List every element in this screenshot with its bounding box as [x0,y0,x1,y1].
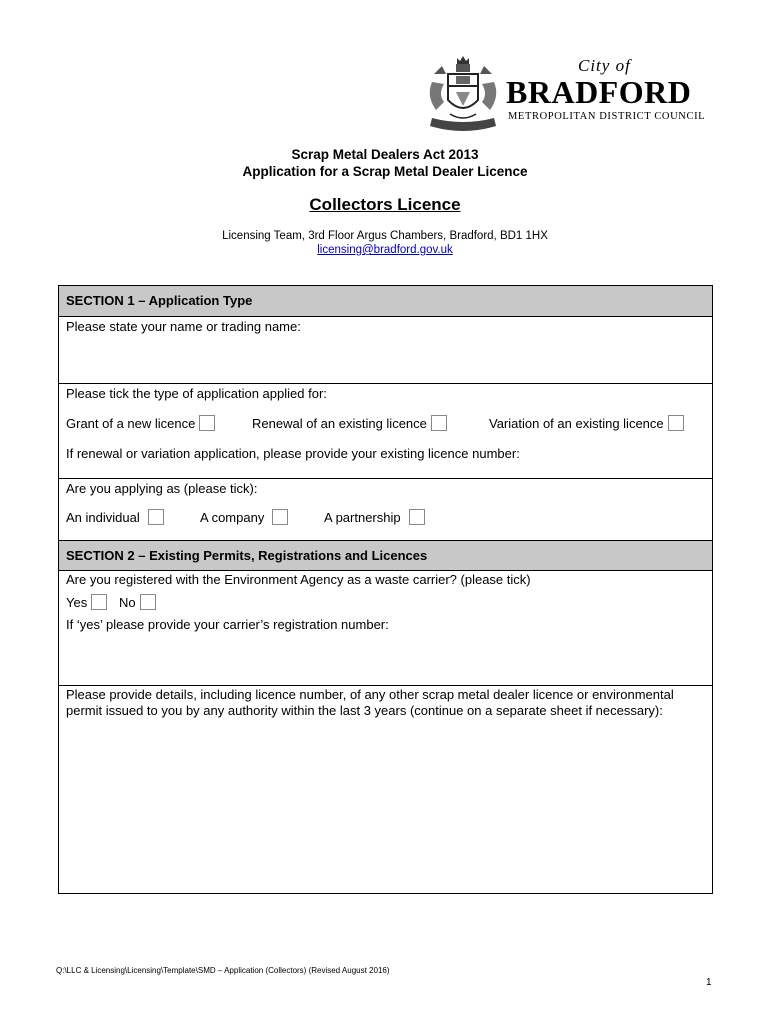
logo-bradford: BRADFORD [506,74,692,110]
no-label: No [119,595,136,610]
council-logo [422,52,722,132]
grant-label: Grant of a new licence [66,416,196,431]
application-title: Application for a Scrap Metal Dealer Licence [242,164,528,179]
company-label: A company [200,510,265,525]
grant-option[interactable] [66,415,215,431]
section2-header [59,541,712,571]
logo-city-of: City of [578,56,631,75]
other-licences-field[interactable] [59,686,712,893]
variation-label: Variation of an existing licence [489,416,664,431]
section1-header [59,286,712,317]
variation-option[interactable] [489,415,684,431]
section1-title: SECTION 1 – Application Type [66,293,253,308]
logo-council: METROPOLITAN DISTRICT COUNCIL [508,111,706,122]
partnership-option[interactable] [324,509,425,525]
email-link[interactable]: licensing@bradford.gov.uk [317,244,453,256]
renewal-checkbox[interactable] [431,415,447,431]
yes-label: Yes [66,595,88,610]
address-line: Licensing Team, 3rd Floor Argus Chambers, Bradford, BD1 1HX [222,230,548,242]
coat-of-arms-icon [422,52,504,132]
licence-type-title: Collectors Licence [309,195,461,214]
applying-prompt: Are you applying as (please tick): [66,481,258,496]
applicant-type-row [59,479,712,541]
application-type-row [59,384,712,479]
waste-carrier-row [59,571,712,686]
carrier-prompt: Are you registered with the Environment Agency as a waste carrier? (please tick) [66,572,531,587]
no-checkbox[interactable] [140,594,156,610]
details-prompt: Please provide details, including licence number, of any other scrap metal dealer licence or environmental permit issued to you by any authority within the last 3 years (continue on a separate sheet if necessary): [66,687,674,718]
no-option[interactable] [119,594,156,610]
renewal-label: Renewal of an existing licence [252,416,427,431]
partnership-checkbox[interactable] [409,509,425,525]
renewal-option[interactable] [252,415,447,431]
yes-option[interactable] [66,594,107,610]
page-number: 1 [706,977,712,988]
footer-path: Q:\LLC & Licensing\Licensing\Template\SMD – Application (Collectors) (Revised August 2016) [56,966,390,975]
carrier-number-prompt: If ‘yes’ please provide your carrier’s registration number: [66,617,389,632]
name-field[interactable] [59,317,712,384]
yes-checkbox[interactable] [91,594,107,610]
name-prompt: Please state your name or trading name: [66,319,301,334]
type-prompt: Please tick the type of application applied for: [66,386,327,401]
variation-checkbox[interactable] [668,415,684,431]
existing-licence-prompt: If renewal or variation application, please provide your existing licence number: [66,446,520,461]
individual-option[interactable] [66,509,164,525]
section2-title: SECTION 2 – Existing Permits, Registrations and Licences [66,548,428,563]
individual-label: An individual [66,510,140,525]
application-form [58,285,713,894]
individual-checkbox[interactable] [148,509,164,525]
grant-checkbox[interactable] [199,415,215,431]
company-option[interactable] [200,509,288,525]
partnership-label: A partnership [324,510,401,525]
company-checkbox[interactable] [272,509,288,525]
act-title: Scrap Metal Dealers Act 2013 [291,147,479,162]
